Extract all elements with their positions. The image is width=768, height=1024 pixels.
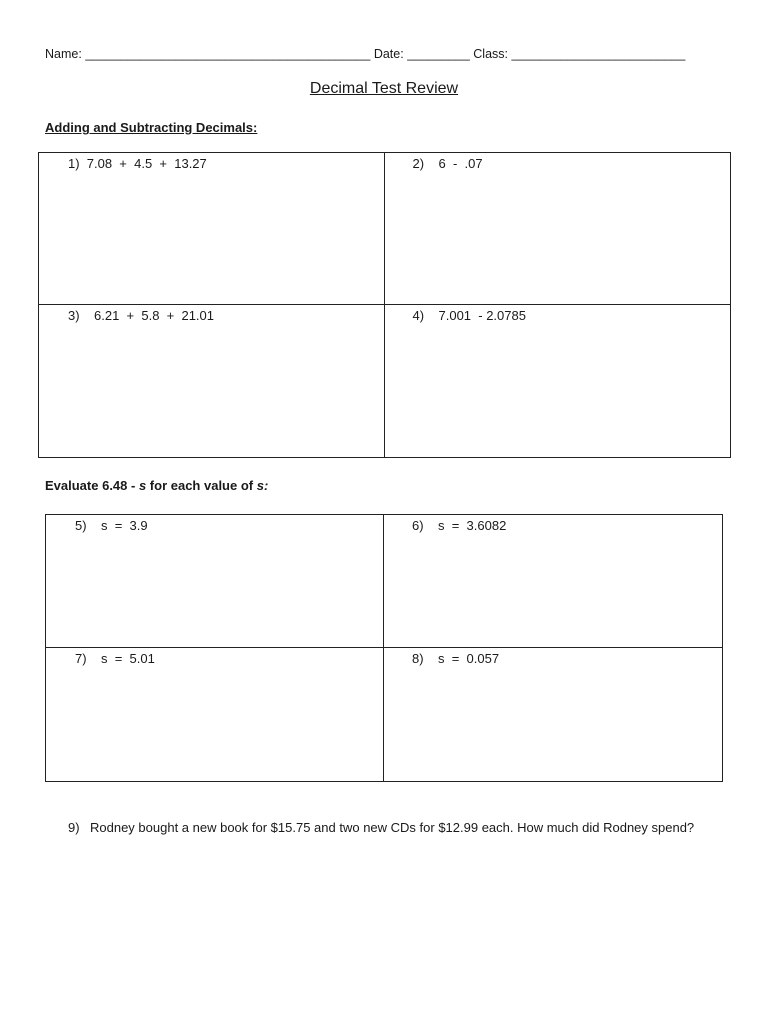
problem-9-number: 9) — [68, 820, 80, 835]
problem-3[interactable]: 3) 6.21 + 5.8 + 21.01 — [39, 305, 385, 457]
student-info-line — [45, 47, 725, 61]
problem-8[interactable]: 8) s = 0.057 — [412, 651, 500, 666]
section-heading-add-subtract: Adding and Subtracting Decimals: — [45, 120, 258, 135]
date-label: Date: — [373, 47, 404, 61]
problem-grid-2 — [45, 514, 723, 782]
class-label: Class: — [473, 47, 508, 61]
problem-9-text: Rodney bought a new book for $15.75 and two new CDs for $12.99 each. How much did Rodney spend? — [90, 820, 695, 835]
section-heading-evaluate: Evaluate 6.48 - s for each value of s: — [45, 478, 269, 493]
problem-4[interactable]: 4) 7.001 - 2.0785 — [412, 308, 526, 323]
name-label: Name: — [45, 47, 82, 61]
problem-5[interactable]: 5) s = 3.9 — [46, 515, 384, 648]
page-title: Decimal Test Review — [309, 80, 459, 97]
date-blank[interactable]: _________ — [407, 47, 470, 61]
name-blank[interactable]: _________________________________________ — [85, 47, 371, 61]
problem-grid-1 — [38, 152, 731, 458]
problem-2[interactable]: 2) 6 - .07 — [385, 153, 731, 305]
problem-6[interactable]: 6) s = 3.6082 — [384, 515, 722, 648]
class-blank[interactable]: _________________________ — [511, 47, 686, 61]
problem-7[interactable]: 7) s = 5.01 — [46, 648, 384, 781]
problem-1[interactable]: 1) 7.08 + 4.5 + 13.27 — [39, 153, 385, 305]
